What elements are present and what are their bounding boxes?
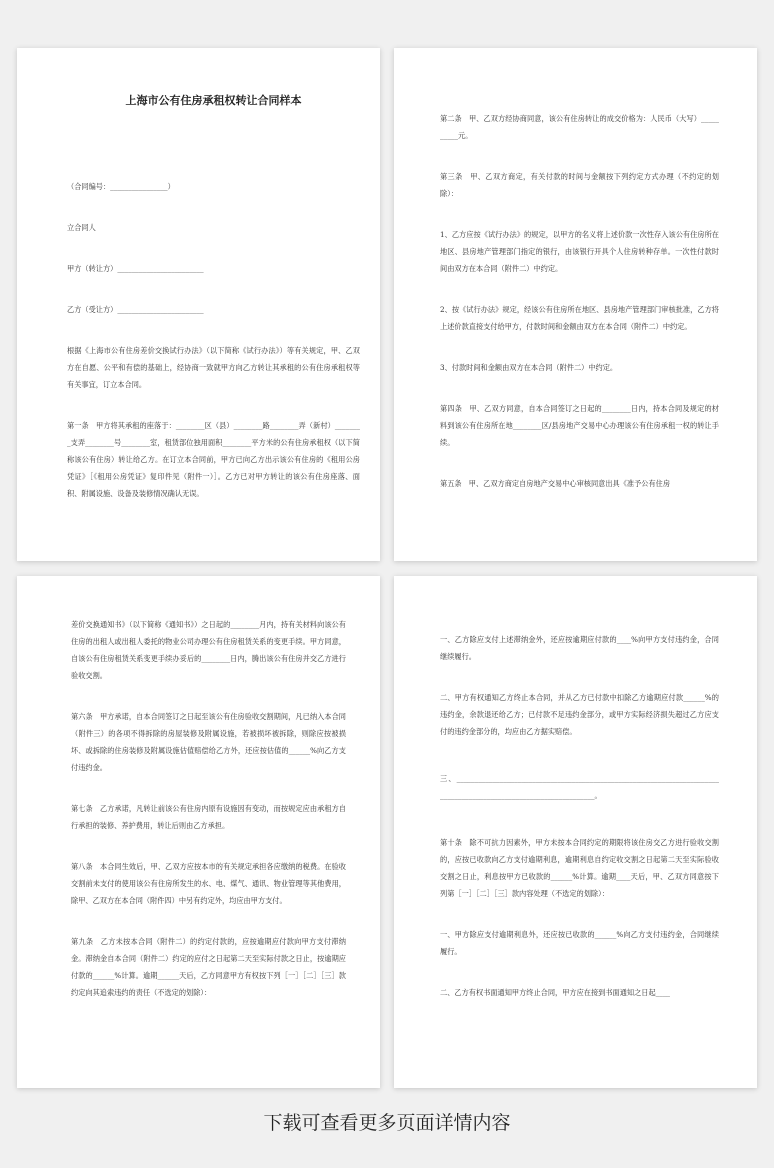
article-7-paragraph: 第七条 乙方承诺，凡转让前该公有住房内原有设施因有变动，而按规定应由承租方自行承担的装修、养护费用，转让后则由乙方承担。 <box>71 804 346 830</box>
article-3-paragraph: 第三条 甲、乙双方商定，有关付款的时间与金额按下列约定方式办理（不约定的划除）： <box>440 172 719 198</box>
document-page-1 <box>17 48 380 561</box>
party-a-line: 甲方（转让方）________________________ <box>67 264 204 273</box>
contract-title: 上海市公有住房承租权转让合同样本 <box>125 94 302 107</box>
preamble-paragraph: 根据《上海市公有住房差价交换试行办法》（以下简称《试行办法》）等有关规定，甲、乙双方在自愿、公平和有偿的基础上，经协商一致就甲方向乙方转让其承租的公有住房承租权等有关事宜，订立本合同。 <box>67 346 360 389</box>
article-10-item-1: 一、甲方除应支付逾期利息外，还应按已收款的______%向乙方支付违约金，合同继续履行。 <box>440 930 719 956</box>
article-8-paragraph: 第八条 本合同生效后，甲、乙双方应按本市的有关规定承担各应缴纳的税费。在验收交割前未支付的使用该公有住房所发生的水、电、煤气、通讯、物业管理等其他费用，除甲、乙双方在本合同（附件四）中另有约定外，均应由甲方支付。 <box>71 862 346 905</box>
party-b-line: 乙方（受让方）________________________ <box>67 305 204 314</box>
article-2-paragraph: 第二条 甲、乙双方经协商同意，该公有住房转让的成交价格为：人民币（大写）__________元。 <box>440 114 719 140</box>
download-more-caption: 下载可查看更多页面详情内容 <box>263 1112 511 1134</box>
article-5-continued: 差价交换通知书》（以下简称《通知书》）之日起的________月内，持有关材料向该公有住房的出租人或出租人委托的物业公司办理公有住房租赁关系的变更手续。甲方同意，自该公有住房租赁关系变更手续办妥后的________日内，腾出该公有住房并交乙方进行验收交割。 <box>71 620 346 680</box>
article-9-item-2: 二、甲方有权通知乙方终止本合同，并从乙方已付款中扣除乙方逾期应付款______%的违约金，余款退还给乙方；已付款不足违约金部分，或甲方实际经济损失超过乙方应支付的违约金部分的，均应由乙方据实赔偿。 <box>440 693 719 736</box>
parties-heading: 立合同人 <box>67 223 96 232</box>
article-4-paragraph: 第四条 甲、乙双方同意，自本合同签订之日起的________日内，持本合同及规定的材料到该公有住房所在地________区/县房地产交易中心办理该公有住房承租一权的转让手续。 <box>440 404 719 447</box>
document-page-2 <box>394 48 757 561</box>
article-6-paragraph: 第六条 甲方承诺，自本合同签订之日起至该公有住房验收交割期间，凡已纳入本合同（附件三）的各项不得拆除的房屋装修及附属设施，若被损坏被拆除，则除应按被损坏、或拆除的住房装修及附属设施估值赔偿给乙方外，还应按估值的______%向乙方支付违约金。 <box>71 712 346 772</box>
article-9-paragraph: 第九条 乙方未按本合同（附件二）的约定付款的，应按逾期应付款向甲方支付滞纳金。滞纳金自本合同（附件二）约定的应付之日起第二天至实际付款之日止，按逾期应付款的______%计算。逾期______天后，乙方同意甲方有权按下列［一］［二］［三］款约定向其追索违约的责任（不选定的划除）： <box>71 937 346 997</box>
document-page-4 <box>394 576 757 1088</box>
article-10-item-2: 二、乙方有权书面通知甲方终止合同，甲方应在接到书面通知之日起____ <box>440 988 671 997</box>
article-9-item-1: 一、乙方除应支付上述滞纳金外，还应按逾期应付款的____%向甲方支付违约金，合同继续履行。 <box>440 635 719 661</box>
article-3-item-1: 1、乙方应按《试行办法》的规定，以甲方的名义将上述价款一次性存入该公有住房所在地区、县房地产管理部门指定的银行，由该银行开具个人住房转种存单。一次性付款时间由双方在本合同（附件二）中约定。 <box>440 230 719 273</box>
contract-number: （合同编号：________________） <box>67 182 175 191</box>
article-1-paragraph: 第一条 甲方将其承租的座落于：________区（县）________路________弄（新村）________支弄________号________室，租赁部位独用面积________平方米的公有住房承租权（以下简称该公有住房）转让给乙方。在订立本合同前，甲方已向乙方出示该公有住房的《租用公房凭证》［《租用公房凭证》复印件见（附件一）］。乙方已对甲方转让的该公有住房座落、面积、附属设施、设备及装修情况确认无误。 <box>67 421 360 498</box>
article-10-paragraph: 第十条 除不可抗力因素外，甲方未按本合同约定的期限将该住房交乙方进行验收交割的，应按已收款向乙方支付逾期利息，逾期利息自约定收交割之日起第二天至实际验收交割之日止，利息按甲方已收款的______%计算。逾期____天后，甲、乙双方同意按下列第［一］［二］［三］款内容处理（不选定的划除）： <box>440 838 719 898</box>
article-9-item-3: 三、____________________________________________________________________________________________________________________。 <box>440 774 719 800</box>
article-3-item-3: 3、付款时间和金额由双方在本合同（附件二）中约定。 <box>440 363 618 372</box>
article-5-paragraph: 第五条 甲、乙双方商定自房地产交易中心审核同意出具《准予公有住房 <box>440 479 671 488</box>
document-page-3 <box>17 576 380 1088</box>
article-3-item-2: 2、按《试行办法》规定，经该公有住房所在地区、县房地产管理部门审核批准，乙方将上述价款直接支付给甲方，付款时间和金额由双方在本合同（附件二）中约定。 <box>440 305 719 331</box>
